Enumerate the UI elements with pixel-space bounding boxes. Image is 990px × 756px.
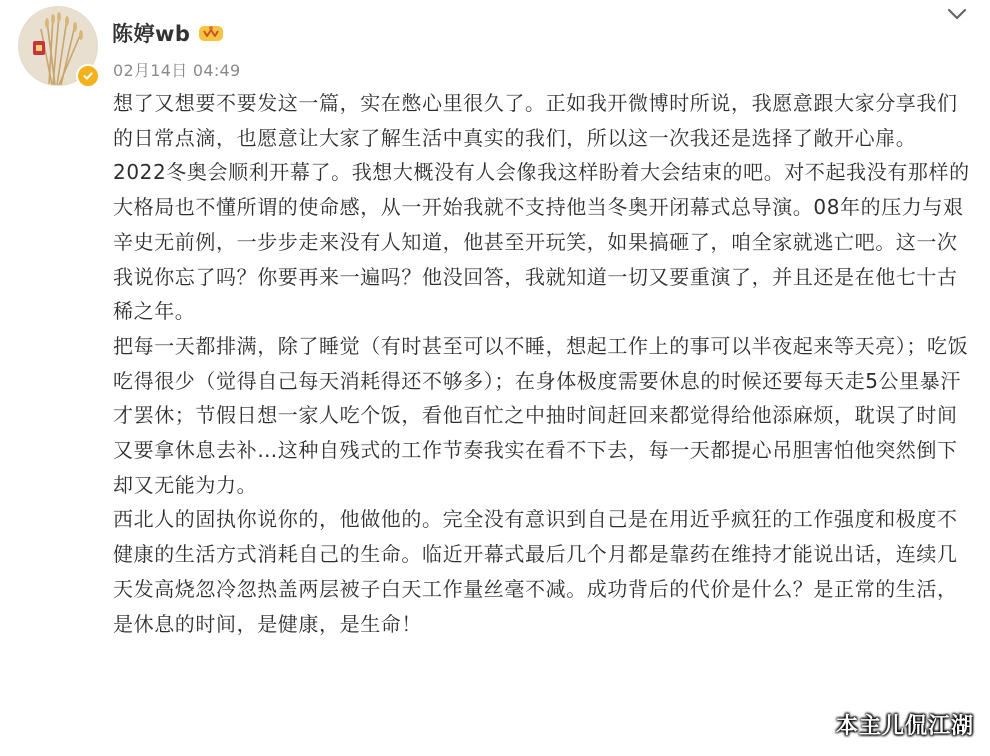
post-paragraph: 把每一天都排满，除了睡觉（有时甚至可以不睡，想起工作上的事可以半夜起来等天亮）；吃饭吃得很少（觉得自己每天消耗得还不够多）；在身体极度需要休息的时候还要每天走5公里暴汗才罢休；节假日想一家人吃个饭，看他百忙之中抽时间赶回来都觉得给他添麻烦，耽误了时间又要拿休息去补…这种自残式的工作节奏我实在看不下去，每一天都提心吊胆害怕他突然倒下却又无能为力。 — [113, 333, 969, 497]
watermark: 本主儿侃江湖 — [835, 714, 974, 739]
post-paragraph: 西北人的固执你说你的，他做他的。完全没有意识到自己是在用近乎疯狂的工作强度和极度不健康的生活方式消耗自己的生命。临近开幕式最后几个月都是靠药在维持才能说出话，连续几天发高烧忽冷忽热盖两层被子白天工作量丝毫不减。成功背后的代价是什么？是正常的生活，是休息的时间，是健康，是生命！ — [113, 507, 958, 636]
author-row — [112, 18, 224, 48]
chevron-down-icon[interactable] — [944, 4, 970, 24]
author-name[interactable]: 陈婷wb — [112, 22, 191, 46]
vip-crown-icon[interactable] — [198, 23, 224, 43]
post-timestamp[interactable]: 02月14日 04:49 — [113, 61, 241, 80]
post-paragraph: 2022冬奥会顺利开幕了。我想大概没有人会像我这样盼着大会结束的吧。对不起我没有那样的大格局也不懂所谓的使命感，从一开始我就不支持他当冬奥开闭幕式总导演。08年的压力与艰辛史无前例，一步步走来没有人知道，他甚至开玩笑，如果搞砸了，咱全家就逃亡吧。这一次我说你忘了吗？你要再来一遍吗？他没回答，我就知道一切又要重演了，并且还是在他七十古稀之年。 — [113, 160, 970, 324]
verified-badge-icon — [76, 64, 100, 88]
post-body — [113, 86, 970, 641]
post-paragraph: 想了又想要不要发这一篇，实在憋心里很久了。正如我开微博时所说，我愿意跟大家分享我们的日常点滴，也愿意让大家了解生活中真实的我们，所以这一次我还是选择了敞开心扉。 — [113, 91, 958, 150]
